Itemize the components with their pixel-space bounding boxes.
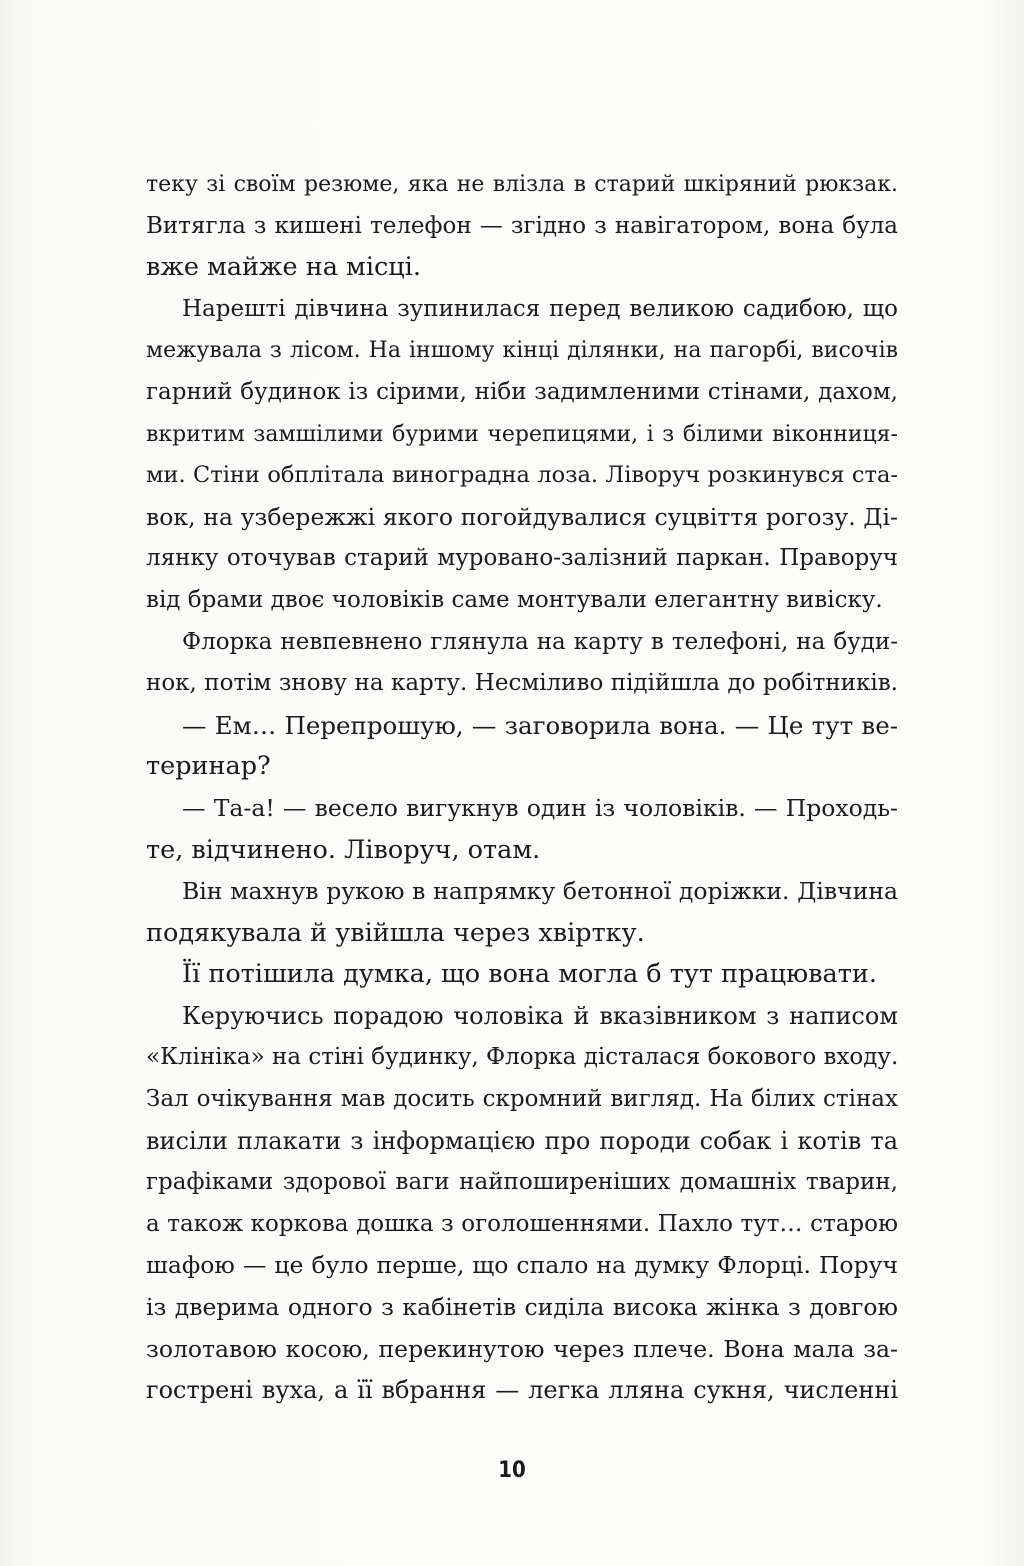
text-line: — Ем… Перепрошую, — заговорила вона. — Це тут ве- <box>182 710 898 740</box>
text-line: гострені вуха, а її вбрання — легка лляна сукня, численні <box>146 1376 898 1405</box>
text-line: графіками здорової ваги найпоширеніших домашніх тварин, <box>146 1169 898 1196</box>
text-line: нок, потім знову на карту. Несміливо підійшла до робітників. <box>146 670 898 697</box>
text-line: Нарешті дівчина зупинилася перед великою садибою, що <box>182 295 898 322</box>
text-line: — Та-а! — весело вигукнув один із чоловіків. — Проходь- <box>182 793 898 822</box>
text-line: золотавою косою, перекинутою через плече. Вона мала за- <box>146 1334 898 1363</box>
text-line: подякувала й увійшла через хвіртку. <box>146 917 645 948</box>
body-text <box>146 164 898 1412</box>
text-line: лянку оточував старий муровано-залізний паркан. Праворуч <box>146 545 898 572</box>
text-line: висіли плакати з інформацією про породи собак і котів та <box>146 1126 898 1155</box>
page-number: 10 <box>498 1458 526 1483</box>
text-line: шафою — це було перше, що спало на думку Флорці. Поруч <box>146 1251 898 1280</box>
text-line: «Клініка» на стіні будинку, Флорка дісталася бокового входу. <box>146 1044 899 1071</box>
text-line: Керуючись порадою чоловіка й вказівником з написом <box>182 1001 898 1030</box>
text-line: вже майже на місці. <box>146 252 421 283</box>
text-line: вок, на узбережжі якого погойдувалися суцвіття рогозу. Ді- <box>146 502 898 531</box>
text-line: межувала з лісом. На іншому кінці ділянки, на пагорбі, височів <box>146 338 898 364</box>
text-line: гарний будинок із сірими, ніби задимленими стінами, дахом, <box>146 378 898 405</box>
text-line: від брами двоє чоловіків саме монтували елегантну вивіску. <box>146 586 883 613</box>
text-line: те, відчинено. Ліворуч, отам. <box>146 834 541 865</box>
text-line: Він махнув рукою в напрямку бетонної доріжки. Дівчина <box>182 877 898 906</box>
text-line: ми. Стіни обплітала виноградна лоза. Ліворуч розкинувся ста- <box>146 462 898 489</box>
text-line: Витягла з кишені телефон — згідно з навігатором, вона була <box>146 212 898 239</box>
text-line: теку зі своїм резюме, яка не влізла в старий шкіряний рюкзак. <box>146 172 898 197</box>
text-line: Флорка невпевнено глянула на карту в телефоні, на буди- <box>182 628 898 655</box>
text-line: із дверима одного з кабінетів сиділа висока жінка з довгою <box>146 1293 898 1322</box>
text-line: Зал очікування мав досить скромний вигляд. На білих стінах <box>146 1086 898 1113</box>
text-line: вкритим замшілими бурими черепицями, і з білими віконниця- <box>146 421 898 447</box>
text-line: Її потішила думка, що вона могла б тут працювати. <box>182 959 877 990</box>
text-line: теринар? <box>146 751 271 782</box>
text-line: а також коркова дошка з оголошеннями. Пахло тут… старою <box>146 1210 898 1237</box>
